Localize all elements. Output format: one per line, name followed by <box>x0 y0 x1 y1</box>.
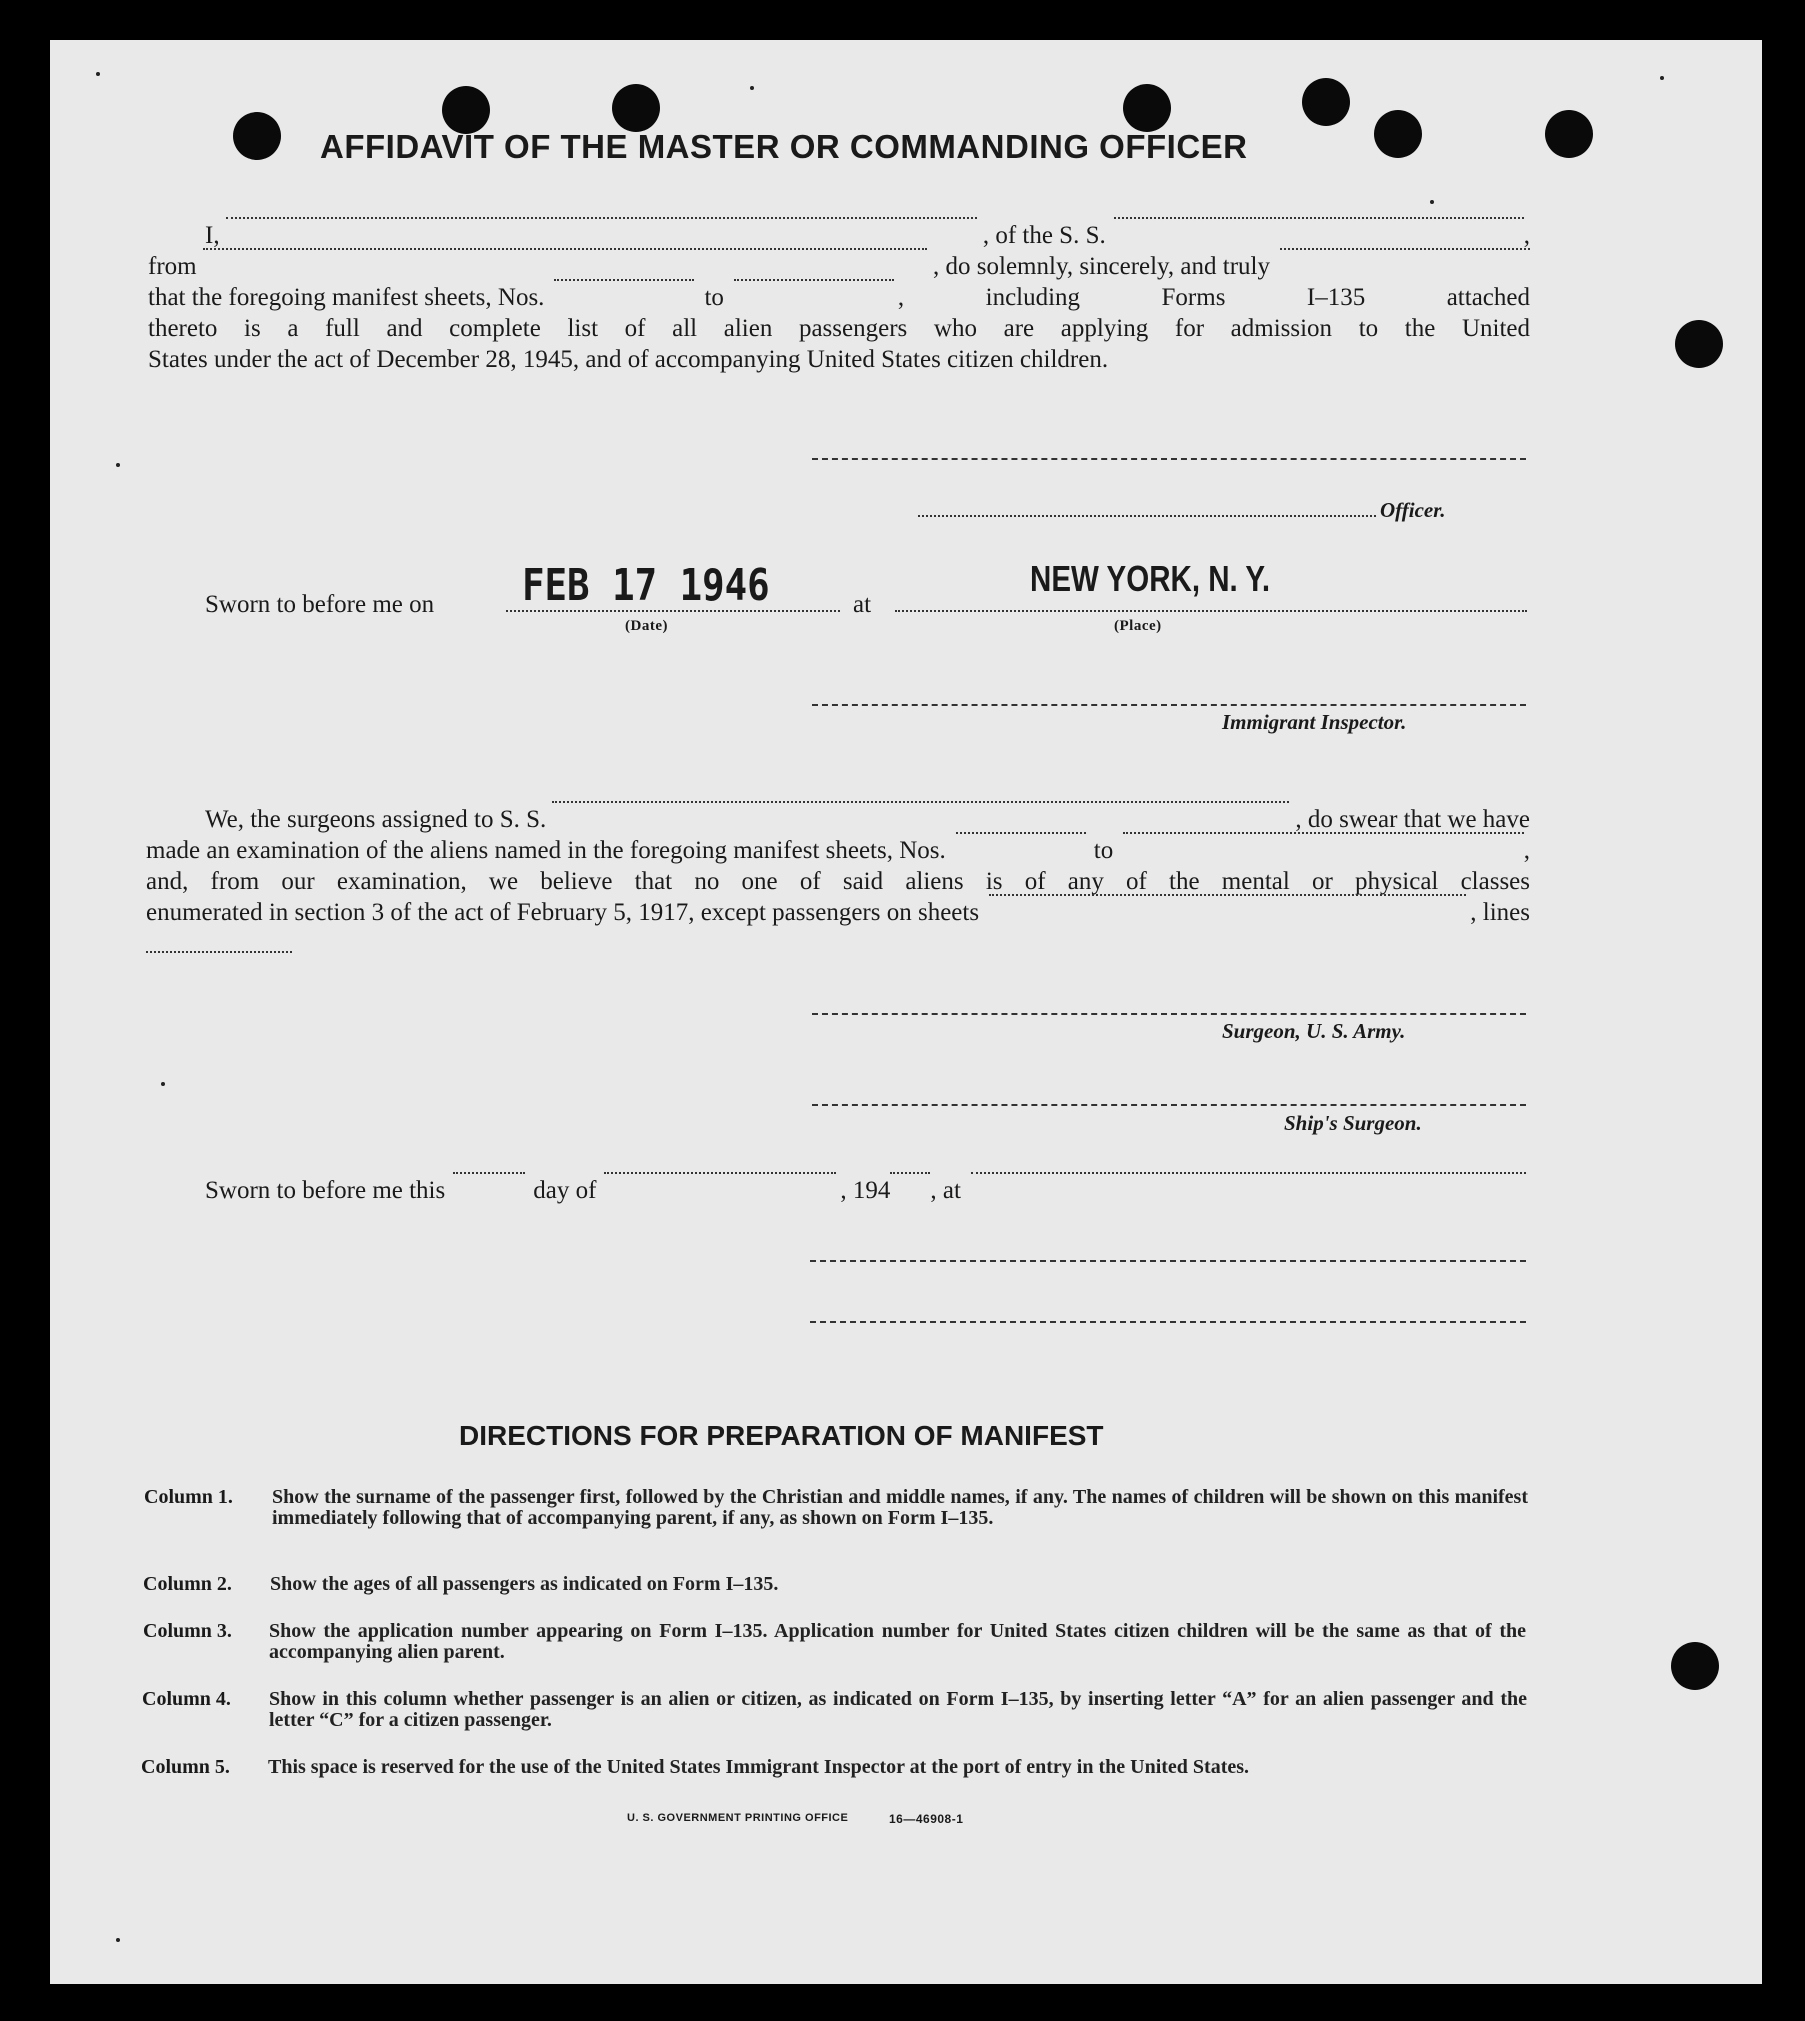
affidavit-line-5: States under the act of December 28, 1945, and of accompanying United States citizen children. <box>148 346 1109 373</box>
punch-hole <box>612 84 660 132</box>
punch-hole <box>1374 110 1422 158</box>
affidavit-of-ss: , of the S. S. <box>982 222 1106 249</box>
blank-master-name <box>226 217 977 219</box>
army-surgeon-label: Surgeon, U. S. Army. <box>1222 1019 1406 1043</box>
directions-title: DIRECTIONS FOR PREPARATION OF MANIFEST <box>459 1420 1104 1451</box>
speck <box>96 72 100 76</box>
column-4-label: Column 4. <box>142 1688 231 1710</box>
blank-except-sheets <box>989 894 1466 896</box>
column-5-label: Column 5. <box>141 1756 230 1778</box>
blank-except-lines <box>146 951 292 953</box>
surgeons-to: to <box>1093 837 1114 864</box>
affidavit-swear: , do solemnly, sincerely, and truly <box>933 253 1270 280</box>
surgeons-year: , 194 <box>840 1177 891 1204</box>
affidavit-nos: that the foregoing manifest sheets, Nos. <box>148 284 545 311</box>
blank-at-place <box>971 1172 1526 1174</box>
surgeons-examination: made an examination of the aliens named in the foregoing manifest sheets, Nos. <box>146 837 946 864</box>
date-caption: (Date) <box>625 618 668 634</box>
blank-nos-to <box>734 279 894 281</box>
sworn-place-stamp: NEW YORK, N. Y. <box>1030 558 1271 599</box>
affidavit-line-2 <box>148 251 1530 282</box>
affidavit-line-3 <box>148 282 1530 313</box>
ship-surgeon-signature-line <box>812 1104 1526 1106</box>
at-label: at <box>853 591 872 618</box>
inspector-label: Immigrant Inspector. <box>1222 710 1407 734</box>
surgeons-line-3: and, from our examination, we believe that no one of said aliens is of any of the mental or physical classes <box>146 868 1530 895</box>
blank-ship-name <box>1114 217 1524 219</box>
column-1-label: Column 1. <box>144 1486 233 1508</box>
affidavit-including: , including Forms I–135 attached <box>897 284 1530 311</box>
column-2-label: Column 2. <box>143 1573 232 1595</box>
column-4-text: Show in this column whether passenger is an alien or citizen, as indicated on Form I–135, by inserting letter “A” for an alien passenger and the letter “C” for a citizen passenger. <box>269 1688 1527 1731</box>
punch-hole <box>1302 78 1350 126</box>
surgeons-line-4 <box>146 897 1530 928</box>
inspector-signature-line <box>812 704 1526 706</box>
affidavit-line-1 <box>205 220 1530 251</box>
officer-signature-line <box>812 458 1526 460</box>
ship-surgeon-label: Ship's Surgeon. <box>1284 1111 1422 1135</box>
affidavit-to: to <box>704 284 724 311</box>
speck <box>116 1938 120 1942</box>
surgeons-enumerated: enumerated in section 3 of the act of February 5, 1917, except passengers on sheets <box>146 899 980 926</box>
speck <box>750 86 754 90</box>
blank-day <box>453 1172 525 1174</box>
speck <box>161 1082 165 1086</box>
surgeons-line2-end: , <box>1523 837 1530 864</box>
place-line <box>895 610 1527 612</box>
punch-hole <box>442 86 490 134</box>
column-3-text: Show the application number appearing on Form I–135. Application number for United States citizen children will be the same as that of the accompanying alien parent. <box>269 1620 1526 1663</box>
blank-surgeon-ship <box>552 801 1289 803</box>
document-page <box>50 40 1762 1984</box>
punch-hole <box>1545 110 1593 158</box>
sworn-date-stamp: FEB 17 1946 <box>522 560 770 611</box>
surgeons-sworn-label: Sworn to before me this <box>205 1177 446 1204</box>
speck <box>1430 200 1434 204</box>
blank-from-port <box>203 248 927 250</box>
affidavit-line1-end: , <box>1523 222 1530 249</box>
speck <box>116 463 120 467</box>
affidavit-from: from <box>148 253 197 280</box>
signature-line <box>810 1321 1526 1323</box>
officer-label: Officer. <box>1380 498 1446 522</box>
surgeons-day-of: day of <box>533 1177 597 1204</box>
column-5-text: This space is reserved for the use of the United States Immigrant Inspector at the port of entry in the United States. <box>268 1756 1250 1778</box>
punch-hole <box>1675 320 1723 368</box>
punch-hole <box>1123 84 1171 132</box>
affidavit-line-4: thereto is a full and complete list of all alien passengers who are applying for admission to the United <box>148 315 1530 342</box>
army-surgeon-signature-line <box>812 1013 1526 1015</box>
column-2-text: Show the ages of all passengers as indicated on Form I–135. <box>270 1573 779 1595</box>
punch-hole <box>1671 1642 1719 1690</box>
surgeons-swear: , do swear that we have <box>1295 806 1530 833</box>
surgeons-assigned: We, the surgeons assigned to S. S. <box>205 806 547 833</box>
surgeons-line-2 <box>146 835 1530 866</box>
blank-swear <box>1280 248 1530 250</box>
officer-title-line <box>918 515 1376 517</box>
surgeons-line-1 <box>205 804 1530 835</box>
surgeons-lines: , lines <box>1470 899 1530 926</box>
signature-line <box>810 1260 1526 1262</box>
blank-year <box>890 1172 930 1174</box>
surgeons-at: , at <box>930 1177 961 1204</box>
blank-month <box>604 1172 836 1174</box>
column-1-text: Show the surname of the passenger first, followed by the Christian and middle names, if any. The names of children will be shown on this manifest immediately following that of accompanying parent, if any, as shown on Form I–135. <box>272 1486 1528 1529</box>
blank-nos-from <box>554 279 694 281</box>
blank-sheets-to <box>1123 832 1524 834</box>
place-caption: (Place) <box>1114 618 1162 634</box>
blank-sheets-from <box>956 832 1086 834</box>
surgeons-sworn-line <box>205 1175 1526 1206</box>
sworn-label: Sworn to before me on <box>205 591 435 618</box>
speck <box>1660 76 1664 80</box>
punch-hole <box>233 112 281 160</box>
form-number: 16—46908-1 <box>889 1812 964 1826</box>
affidavit-i: I, <box>205 222 220 249</box>
column-3-label: Column 3. <box>143 1620 232 1642</box>
printer-credit: U. S. GOVERNMENT PRINTING OFFICE <box>627 1812 849 1824</box>
affidavit-title: AFFIDAVIT OF THE MASTER OR COMMANDING OFFICER <box>320 128 1248 165</box>
